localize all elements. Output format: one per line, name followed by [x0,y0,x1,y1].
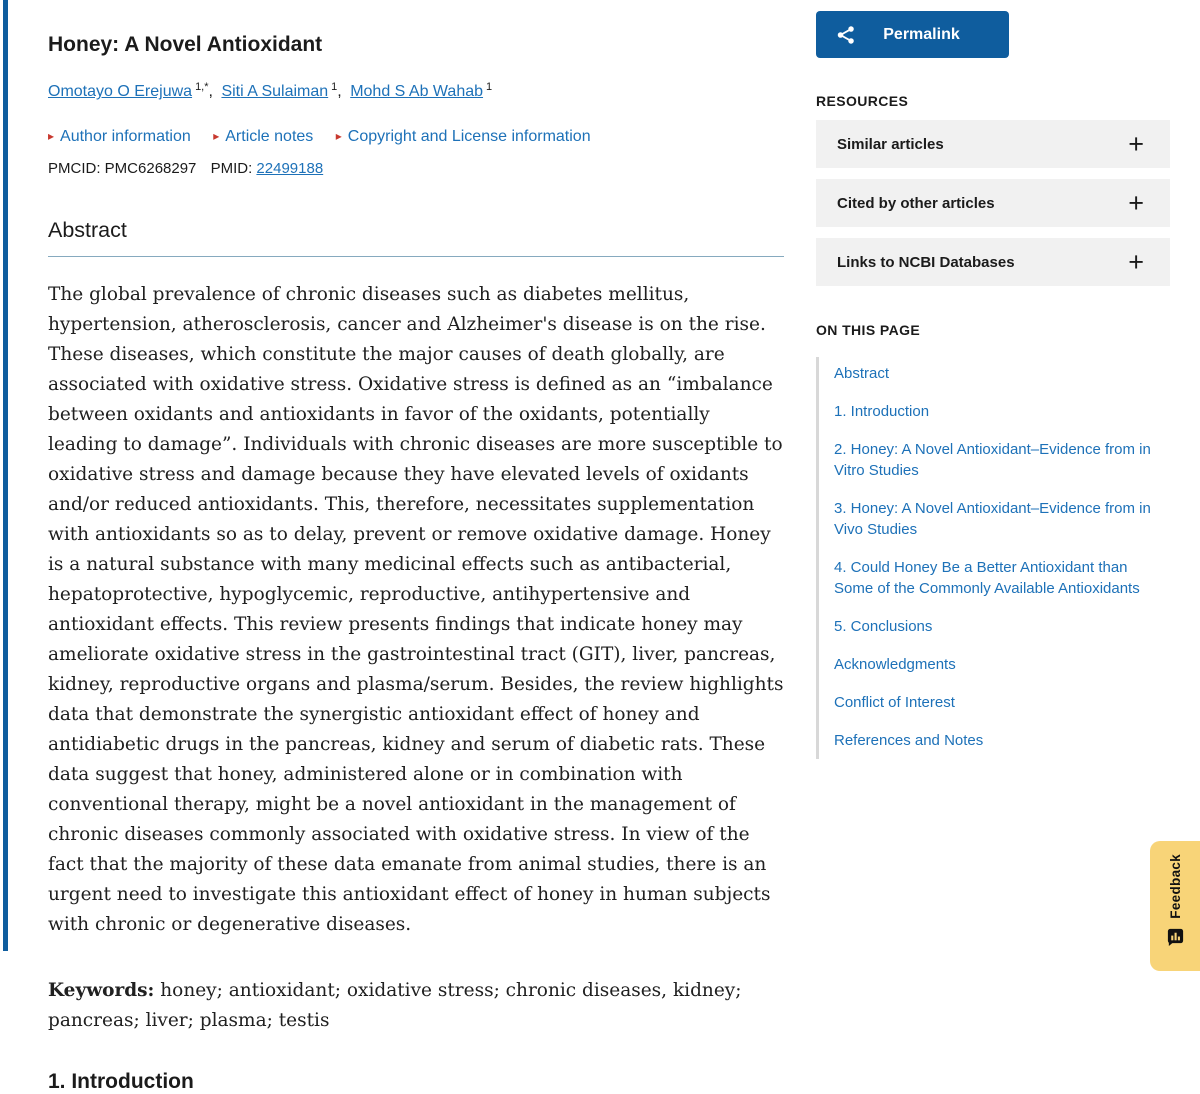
toc-item [834,363,1170,384]
author-information-label: Author information [60,128,191,146]
pmid-link[interactable]: 22499188 [256,160,324,178]
toc-item [834,654,1170,675]
toc-link-abstract[interactable]: Abstract [834,365,890,382]
toc-item [834,439,1170,481]
toc-link-better-antioxidant[interactable]: 4. Could Honey Be a Better Antioxidant than Some of the Commonly Available Antioxidants [834,559,1140,597]
plus-icon: + [1128,128,1144,159]
toc-item [834,401,1170,422]
plus-icon: + [1128,246,1144,277]
toc-link-introduction[interactable]: 1. Introduction [834,403,930,420]
permalink-label: Permalink [883,26,960,43]
author-link-erejuwa[interactable]: Omotayo O Erejuwa [48,83,193,101]
permalink-button[interactable] [816,11,1009,58]
author-link-wahab[interactable]: Mohd S Ab Wahab [350,83,484,101]
article-main [48,0,784,1094]
feedback-label: Feedback [1167,854,1183,919]
keywords-text: honey; antioxidant; oxidative stress; chronic diseases, kidney; pancreas; liver; plasma; testis [48,980,742,1032]
toc-link-conflict-of-interest[interactable]: Conflict of Interest [834,694,955,711]
article-notes-label: Article notes [225,128,314,146]
similar-articles-accordion[interactable] [816,120,1170,168]
ncbi-links-accordion[interactable] [816,238,1170,286]
keywords-label: Keywords: [48,980,155,1002]
toc-link-conclusions[interactable]: 5. Conclusions [834,618,933,635]
keywords-line [48,976,784,1036]
author-separator: , [337,83,342,101]
right-sidebar [816,0,1170,759]
pmcid-label: PMCID: [48,160,101,178]
cited-by-label: Cited by other articles [837,194,995,212]
toc-link-in-vivo[interactable]: 3. Honey: A Novel Antioxidant–Evidence from in Vivo Studies [834,500,1151,538]
bar-chart-feedback-icon [1166,927,1185,950]
arrow-right-icon: ▸ [213,129,220,144]
toc-item [834,498,1170,540]
arrow-right-icon: ▸ [48,129,55,144]
pmid-label: PMID: [210,160,253,178]
toc-item [834,692,1170,713]
table-of-contents [816,357,1170,759]
article-notes-link[interactable] [213,128,313,145]
author-affiliation-sup: 1 [331,81,338,93]
author-affiliation-sup: 1 [486,81,493,93]
article-ids [48,160,784,177]
toc-link-in-vitro[interactable]: 2. Honey: A Novel Antioxidant–Evidence from in Vitro Studies [834,441,1151,479]
abstract-paragraph: The global prevalence of chronic diseases such as diabetes mellitus, hypertension, atherosclerosis, cancer and Alzheimer's disease is on the rise. These diseases, which constitute the major causes of death globally, are associated with oxidative stress. Oxidative stress is defined as an “imbalance between oxidants and antioxidants in favor of the oxidants, potentially leading to damage”. Individuals with chronic diseases are more susceptible to oxidative stress and damage because they have elevated levels of oxidants and/or reduced antioxidants. This, therefore, necessitates supplementation with antioxidants so as to delay, prevent or remove oxidative damage. Honey is a natural substance with many medicinal effects such as antibacterial, hepatoprotective, hypoglycemic, reproductive, antihypertensive and antioxidant effects. This review presents findings that indicate honey may ameliorate oxidative stress in the gastrointestinal tract (GIT), liver, pancreas, kidney, reproductive organs and plasma/serum. Besides, the review highlights data that demonstrate the synergistic antioxidant effect of honey and antidiabetic drugs in the pancreas, kidney and serum of diabetic rats. These data suggest that honey, administered alone or in combination with conventional therapy, might be a novel antioxidant in the management of chronic diseases commonly associated with oxidative stress. In view of the fact that the majority of these data emanate from animal studies, there is an urgent need to investigate this antioxidant effect of honey in human subjects with chronic or degenerative diseases. [48,284,784,936]
on-this-page-heading: ON THIS PAGE [816,322,921,338]
resources-heading: RESOURCES [816,93,909,109]
arrow-right-icon: ▸ [335,129,342,144]
share-icon [835,24,857,49]
page-title: Honey: A Novel Antioxidant [48,33,323,56]
article-info-links [48,128,784,146]
ncbi-links-label: Links to NCBI Databases [837,253,1015,271]
author-link-sulaiman[interactable]: Siti A Sulaiman [221,83,329,101]
author-entry [350,83,496,100]
copyright-license-label: Copyright and License information [347,128,591,146]
copyright-license-link[interactable] [336,128,591,145]
author-information-link[interactable] [48,128,191,145]
toc-link-references[interactable]: References and Notes [834,732,984,749]
author-list [48,81,784,101]
introduction-heading: 1. Introduction [48,1070,194,1094]
author-entry [221,83,345,100]
toc-item [834,557,1170,599]
toc-item [834,616,1170,637]
pmcid-value: PMC6268297 [104,160,197,178]
similar-articles-label: Similar articles [837,135,944,153]
author-affiliation-sup: 1,* [195,81,209,93]
plus-icon: + [1128,187,1144,218]
abstract-heading: Abstract [48,218,784,257]
toc-link-acknowledgments[interactable]: Acknowledgments [834,656,956,673]
cited-by-accordion[interactable] [816,179,1170,227]
toc-item [834,730,1170,751]
left-accent-bar [3,0,8,951]
feedback-button[interactable] [1150,841,1200,971]
author-separator: , [208,83,213,101]
author-entry [48,83,217,100]
